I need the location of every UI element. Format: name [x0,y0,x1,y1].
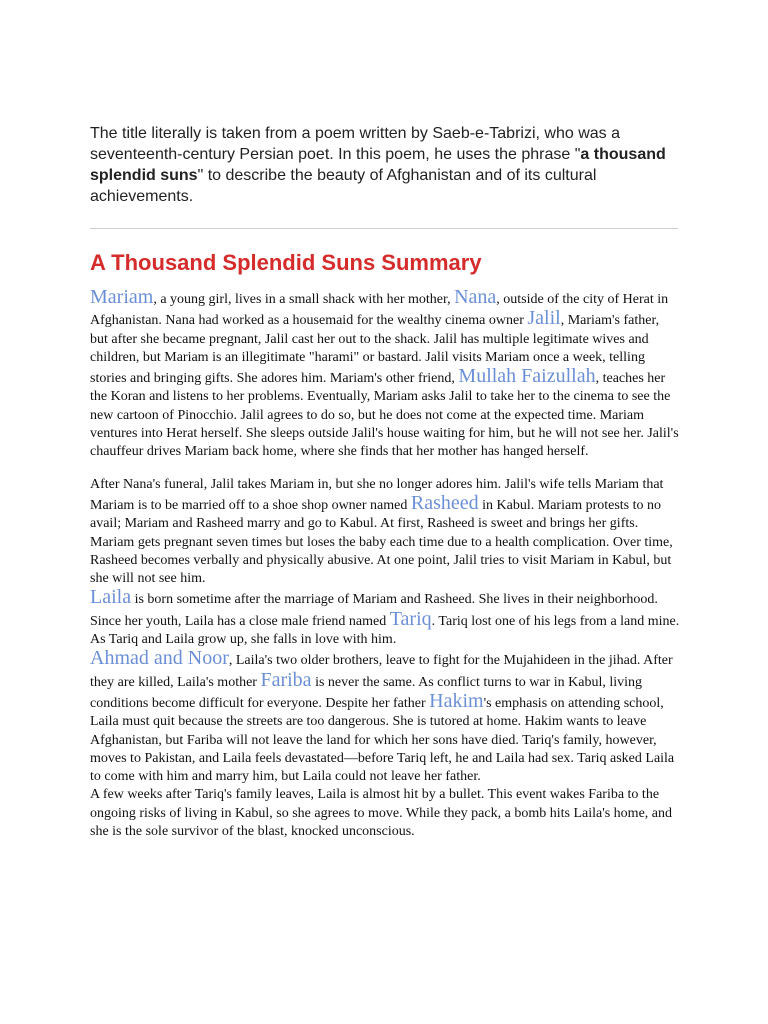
p3-text-2: . Tariq lost one of his legs from a land mine. As Tariq and Laila grow up, she falls in love with him. [90,613,680,648]
p4-text-2: is never the same. As conflict turns to war in Kabul, living conditions become difficult for everyone. Despite her father [90,674,643,711]
p1-text-2: , outside of the city of Herat in Afghanistan. Nana had worked as a housemaid for the wealthy cinema owner [90,292,669,329]
link-nana[interactable]: Nana [454,286,497,308]
p1-text-4: , teaches her the Koran and listens to her problems. Eventually, Mariam asks Jalil to take her to the cinema to see the new cartoon of Pinocchio. Jalil agrees to do so, but he does not come at the expected time. Mariam ventures into Herat herself. She sleeps outside Jalil's house waiting for him, but he will not see her. Jalil's chauffeur drives Mariam back home, where she finds that her mother has hanged herself. [90,371,679,460]
intro-text-2: " to describe the beauty of Afghanistan and of its cultural achievements. [90,167,597,205]
link-ahmad-and-noor[interactable]: Ahmad and Noor [90,647,229,670]
link-laila[interactable]: Laila [90,586,132,609]
summary-paragraph-5: A few weeks after Tariq's family leaves, Laila is almost hit by a bullet. This event wakes Fariba to the ongoing risks of living in Kabul, so she agrees to move. While they pack, a bomb hits Laila's home, and she is the sole survivor of the blast, knocked unconscious. [90,787,672,840]
summary-paragraph-3 [90,588,680,649]
p3-text-1: is born sometime after the marriage of Mariam and Rasheed. She lives in their neighborhood. Since her youth, Laila has a close male friend named [90,592,658,629]
link-jalil[interactable]: Jalil [527,307,561,330]
p1-text-1: , a young girl, lives in a small shack with her mother, [153,292,455,307]
link-mullah-faizullah[interactable]: Mullah Faizullah [458,365,596,388]
summary-paragraph-4 [90,649,680,786]
summary-body [90,288,680,841]
p2-text-1: After Nana's funeral, Jalil takes Mariam in, but she no longer adores him. Jalil's wife tells Mariam that Mariam is to be married off to a shoe shop owner named [90,476,664,513]
link-rasheed[interactable]: Rasheed [410,491,479,514]
link-mariam[interactable]: Mariam [90,286,154,308]
p2-text-2: in Kabul. Mariam protests to no avail; Mariam and Rasheed marry and go to Kabul. At first, Rasheed is sweet and brings her gifts. Mariam gets pregnant seven times but loses the baby each time due to a health complication. Over time, Rasheed becomes verbally and physically abusive. At one point, Jalil tries to visit Mariam in Kabul, but she will not see him. [90,497,673,587]
intro-bold-phrase: a thousand splendid suns [90,146,666,184]
p4-text-1: , Laila's two older brothers, leave to fight for the Mujahideen in the jihad. After they are killed, Laila's mother [90,653,673,690]
intro-text-1: The title literally is taken from a poem written by Saeb-e-Tabrizi, who was a seventeenth-century Persian poet. In this poem, he uses the phrase " [90,125,620,163]
section-heading: A Thousand Splendid Suns Summary [90,250,482,275]
link-hakim[interactable]: Hakim [429,689,484,712]
p4-text-3: 's emphasis on attending school, Laila must quit because the streets are too dangerous. She is tutored at home. Hakim wants to leave Afghanistan, but Fariba will not leave the land for which her sons have died. Tariq's family, however, moves to Pakistan, and Laila feels devastated—before Tariq left, he and Laila had sex. Tariq asked Laila to come with him and marry him, but Laila could not leave her father. [90,695,675,785]
summary-paragraph-1 [90,288,680,462]
link-fariba[interactable]: Fariba [260,668,312,691]
horizontal-divider [90,228,678,229]
link-tariq[interactable]: Tariq [389,607,432,630]
summary-paragraph-2 [90,476,680,589]
intro-paragraph [90,123,680,207]
p1-text-3: , Mariam's father, but after she became pregnant, Jalil cast her out to the shack. Jalil has multiple legitimate wives and children, but Mariam is an illegitimate "harami" or bastard. Jalil visits Mariam once a week, telling stories and bringing gifts. She adores him. Mariam's other friend, [90,313,660,387]
